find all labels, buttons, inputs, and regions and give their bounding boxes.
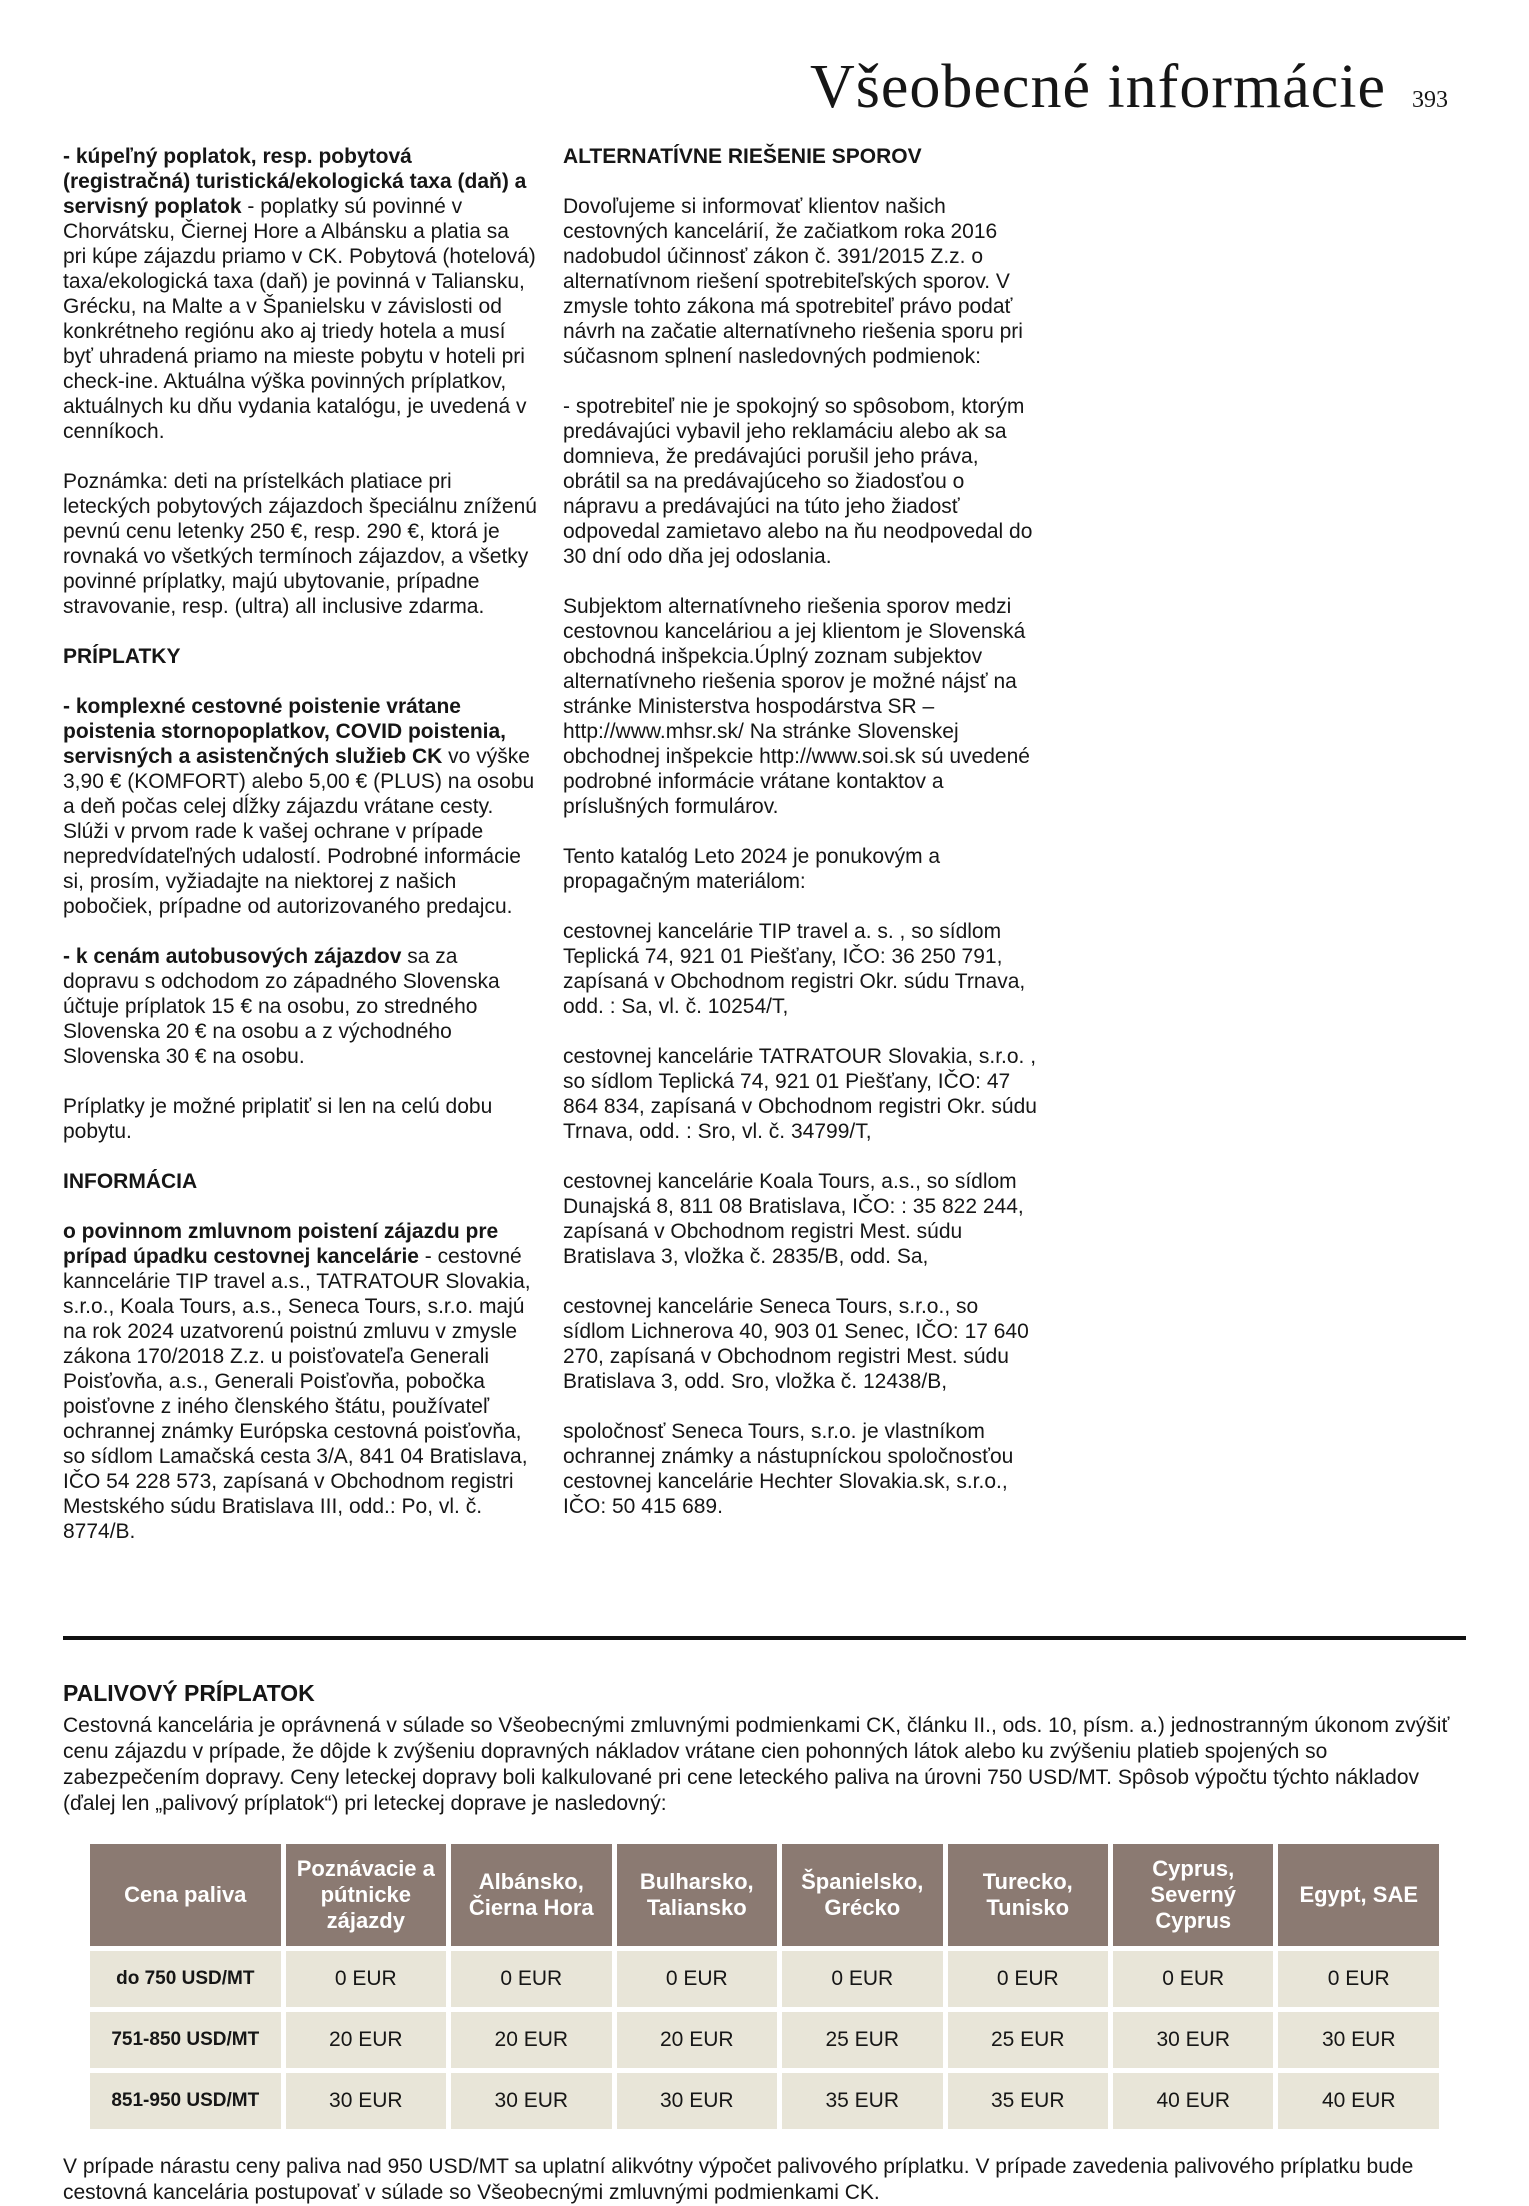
table-cell: 20 EUR — [286, 2012, 446, 2068]
section-heading-ars: ALTERNATÍVNE RIEŠENIE SPOROV — [563, 145, 922, 168]
paragraph-surcharge-whole-stay: Príplatky je možné priplatiť si len na celú dobu pobytu. — [63, 1095, 493, 1143]
paragraph-ars-intro: Dovoľujeme si informovať klientov našich cestovných kancelárií, že začiatkom roka 2016 nadobudol účinnosť zákon č. 391/2015 Z.z. o alternatívnom riešení spotrebiteľských sporov. V zmysle tohto zákona má spotrebiteľ právo podať návrh na začatie alternatívneho riešenia sporu pri súčasnom splnení nasledovných podmienok: — [563, 195, 1023, 368]
table-cell: 0 EUR — [617, 1951, 777, 2007]
paragraph-insurance — [63, 694, 537, 919]
table-cell: 30 EUR — [451, 2073, 611, 2129]
table-row — [90, 2012, 1439, 2068]
table-header-cell: Cena paliva — [90, 1844, 281, 1946]
paragraph-spa-fee — [63, 144, 537, 444]
section-heading-informacia: INFORMÁCIA — [63, 1170, 198, 1193]
paragraph-note-children: Poznámka: deti na prístelkách platiace pri leteckých pobytových zájazdoch špeciálnu zníženú pevnú cenu letenky 250 €, resp. 290 €, ktorá je rovnaká vo všetkých termínoch zájazdov, a všetky povinné príplatky, majú ubytovanie, prípadne stravovanie, resp. (ultra) all inclusive zdarma. — [63, 470, 537, 618]
table-header-cell: Albánsko, Čierna Hora — [451, 1844, 611, 1946]
page-title: Všeobecné informácie — [809, 53, 1386, 121]
paragraph-lead-bold: o povinnom zmluvnom poistení zájazdu pre prípad úpadku cestovnej kancelárie — [63, 1220, 499, 1268]
fuel-section-heading: PALIVOVÝ PRÍPLATOK — [63, 1680, 315, 1706]
section-divider — [63, 1636, 1466, 1640]
table-cell: 25 EUR — [782, 2012, 942, 2068]
table-cell: 40 EUR — [1278, 2073, 1439, 2129]
title-row — [63, 0, 1466, 121]
paragraph-company-koala: cestovnej kancelárie Koala Tours, a.s., so sídlom Dunajská 8, 811 08 Bratislava, IČO: : 35 822 244, zapísaná v Obchodnom registri Mest. súdu Bratislava 3, vložka č. 2835/B, odd. Sa, — [563, 1170, 1024, 1268]
paragraph-ars-subjects: Subjektom alternatívneho riešenia sporov medzi cestovnou kanceláriou a jej klientom je Slovenská obchodná inšpekcia.Úplný zoznam subjektov alternatívneho riešenia sporov je možné nájsť na stránke Ministerstva hospodárstva SR – http://www.mhsr.sk/ Na stránke Slovenskej obchodnej inšpekcie http://www.soi.sk sú uvedené podrobné informácie vrátane kontaktov a príslušných formulárov. — [563, 595, 1030, 818]
table-cell: 0 EUR — [782, 1951, 942, 2007]
table-cell: 20 EUR — [617, 2012, 777, 2068]
paragraph-company-hechter: spoločnosť Seneca Tours, s.r.o. je vlastníkom ochrannej známky a nástupníckou spoločnosťou cestovnej kancelárie Hechter Slovakia.sk, s.r.o., IČO: 50 415 689. — [563, 1420, 1014, 1518]
fuel-surcharge-table — [85, 1839, 1444, 2134]
table-cell: 0 EUR — [286, 1951, 446, 2007]
table-cell: 30 EUR — [617, 2073, 777, 2129]
paragraph-catalog-statement: Tento katalóg Leto 2024 je ponukovým a propagačným materiálom: — [563, 845, 941, 893]
table-header-cell: Turecko, Tunisko — [948, 1844, 1108, 1946]
table-row-label: 751-850 USD/MT — [90, 2012, 281, 2068]
fuel-section-intro: Cestovná kancelária je oprávnená v súlade so Všeobecnými zmluvnými podmienkami CK, článku II., ods. 10, písm. a.) jednostranným úkonom zvýšiť cenu zájazdu v prípade, že dôjde k zvýšeniu dopravných nákladov vrátane cien pohonných látok alebo ku zvýšeniu platieb spojených so zabezpečením dopravy. Ceny leteckej dopravy boli kalkulované pri cene leteckého paliva na úrovni 750 USD/MT. Spôsob výpočtu týchto nákladov (ďalej len „palivový príplatok“) pri leteckej doprave je nasledovný: — [63, 1714, 1450, 1815]
table-row-label: 851-950 USD/MT — [90, 2073, 281, 2129]
table-header-cell: Španielsko, Grécko — [782, 1844, 942, 1946]
fuel-section-footer: V prípade nárastu ceny paliva nad 950 USD/MT sa uplatní alikvótny výpočet palivového príplatku. V prípade zavedenia palivového príplatku bude cestovná kancelária postupovať v súlade so Všeobecnými zmluvnými podmienkami CK. — [63, 2155, 1414, 2204]
table-header-cell: Poznávacie a pútnicke zájazdy — [286, 1844, 446, 1946]
table-cell: 30 EUR — [1113, 2012, 1273, 2068]
paragraph-bankruptcy-insurance — [63, 1219, 537, 1544]
table-header-row — [90, 1844, 1439, 1946]
table-cell: 30 EUR — [1278, 2012, 1439, 2068]
paragraph-lead-bold: - kúpeľný poplatok, resp. pobytová (registračná) turistická/ekologická taxa (daň) a servisný poplatok — [63, 145, 527, 218]
table-header-cell: Bulharsko, Taliansko — [617, 1844, 777, 1946]
paragraph-ars-conditions: - spotrebiteľ nie je spokojný so spôsobom, ktorým predávajúci vybavil jeho reklamáciu alebo ak sa domnieva, že predávajúci porušil jeho práva, obrátil sa na predávajúceho so žiadosťou o nápravu a predávajúci na túto jeho žiadosť odpovedal zamietavo alebo na ňu neodpovedal do 30 dní odo dňa jej odoslania. — [563, 395, 1033, 568]
text-columns — [63, 144, 1466, 1544]
paragraph-text: - cestovné kanncelárie TIP travel a.s., TATRATOUR Slovakia, s.r.o., Koala Tours, a.s., Seneca Tours, s.r.o. majú na rok 2024 uzatvorenú poistnú zmluvu v zmysle zákona 170/2018 Z.z. u poisťovateľa Generali Poisťovňa, a.s., Generali Poisťovňa, pobočka poisťovne z iného členského štátu, používateľ ochrannej známky Európska cestovná poisťovňa, so sídlom Lamačská cesta 3/A, 841 04 Bratislava, IČO 54 228 573, zapísaná v Obchodnom registri Mestského súdu Bratislava III, odd.: Po, vl. č. 8774/B. — [63, 1245, 531, 1543]
table-header-cell: Egypt, SAE — [1278, 1844, 1439, 1946]
table-cell: 0 EUR — [1278, 1951, 1439, 2007]
paragraph-company-seneca: cestovnej kancelárie Seneca Tours, s.r.o., so sídlom Lichnerova 40, 903 01 Senec, IČO: 17 640 270, zapísaná v Obchodnom registri Mest. súdu Bratislava 3, odd. Sro, vložka č. 12438/B, — [563, 1295, 1029, 1393]
paragraph-text: vo výške 3,90 € (KOMFORT) alebo 5,00 € (PLUS) na osobu a deň počas celej dĺžky zájazdu vrátane cesty. Slúži v prvom rade k vašej ochrane v prípade nepredvídateľných udalostí. Podrobné informácie si, prosím, vyžiadajte na niektorej z našich pobočiek, prípadne od autorizovaného predajcu. — [63, 745, 535, 918]
table-row — [90, 1951, 1439, 2007]
table-header-cell: Cyprus, Severný Cyprus — [1113, 1844, 1273, 1946]
paragraph-company-tatratour: cestovnej kancelárie TATRATOUR Slovakia, s.r.o. , so sídlom Teplická 74, 921 01 Piešťany, IČO: 47 864 834, zapísaná v Obchodnom registri Okr. súdu Trnava, odd. : Sro, vl. č. 34799/T, — [563, 1045, 1037, 1143]
paragraph-text: sa za dopravu s odchodom zo západného Slovenska účtuje príplatok 15 € na osobu, zo stredného Slovenska 20 € na osobu a z východného Slovenska 30 € na osobu. — [63, 945, 500, 1068]
table-cell: 30 EUR — [286, 2073, 446, 2129]
paragraph-lead-bold: - komplexné cestovné poistenie vrátane poistenia stornopoplatkov, COVID poistenia, servisných a asistenčných služieb CK — [63, 695, 506, 768]
table-row — [90, 2073, 1439, 2129]
table-cell: 0 EUR — [948, 1951, 1108, 2007]
table-cell: 35 EUR — [948, 2073, 1108, 2129]
table-cell: 20 EUR — [451, 2012, 611, 2068]
table-cell: 0 EUR — [451, 1951, 611, 2007]
right-column — [563, 144, 1037, 1544]
paragraph-bus-surcharge — [63, 944, 537, 1069]
page-number: 393 — [1412, 87, 1448, 113]
left-column — [63, 144, 537, 1544]
paragraph-lead-bold: - k cenám autobusových zájazdov — [63, 945, 402, 968]
table-cell: 35 EUR — [782, 2073, 942, 2129]
table-cell: 40 EUR — [1113, 2073, 1273, 2129]
table-row-label: do 750 USD/MT — [90, 1951, 281, 2007]
paragraph-company-tiptravel: cestovnej kancelárie TIP travel a. s. , so sídlom Teplická 74, 921 01 Piešťany, IČO: 36 250 791, zapísaná v Obchodnom registri Okr. súdu Trnava, odd. : Sa, vl. č. 10254/T, — [563, 920, 1026, 1018]
table-cell: 25 EUR — [948, 2012, 1108, 2068]
paragraph-text: - poplatky sú povinné v Chorvátsku, Čiernej Hore a Albánsku a platia sa pri kúpe zájazdu priamo v CK. Pobytová (hotelová) taxa/ekologická taxa (daň) je povinná v Taliansku, Grécku, na Malte a v Španielsku v závislosti od konkrétneho regiónu ako aj triedy hotela a musí byť uhradená priamo na mieste pobytu v hoteli pri check-ine. Aktuálna výška povinných príplatkov, aktuálnych ku dňu vydania katalógu, je uvedená v cenníkoch. — [63, 195, 536, 443]
section-heading-priplatky: PRÍPLATKY — [63, 645, 181, 668]
table-cell: 0 EUR — [1113, 1951, 1273, 2007]
fuel-surcharge-section — [63, 1680, 1466, 2206]
